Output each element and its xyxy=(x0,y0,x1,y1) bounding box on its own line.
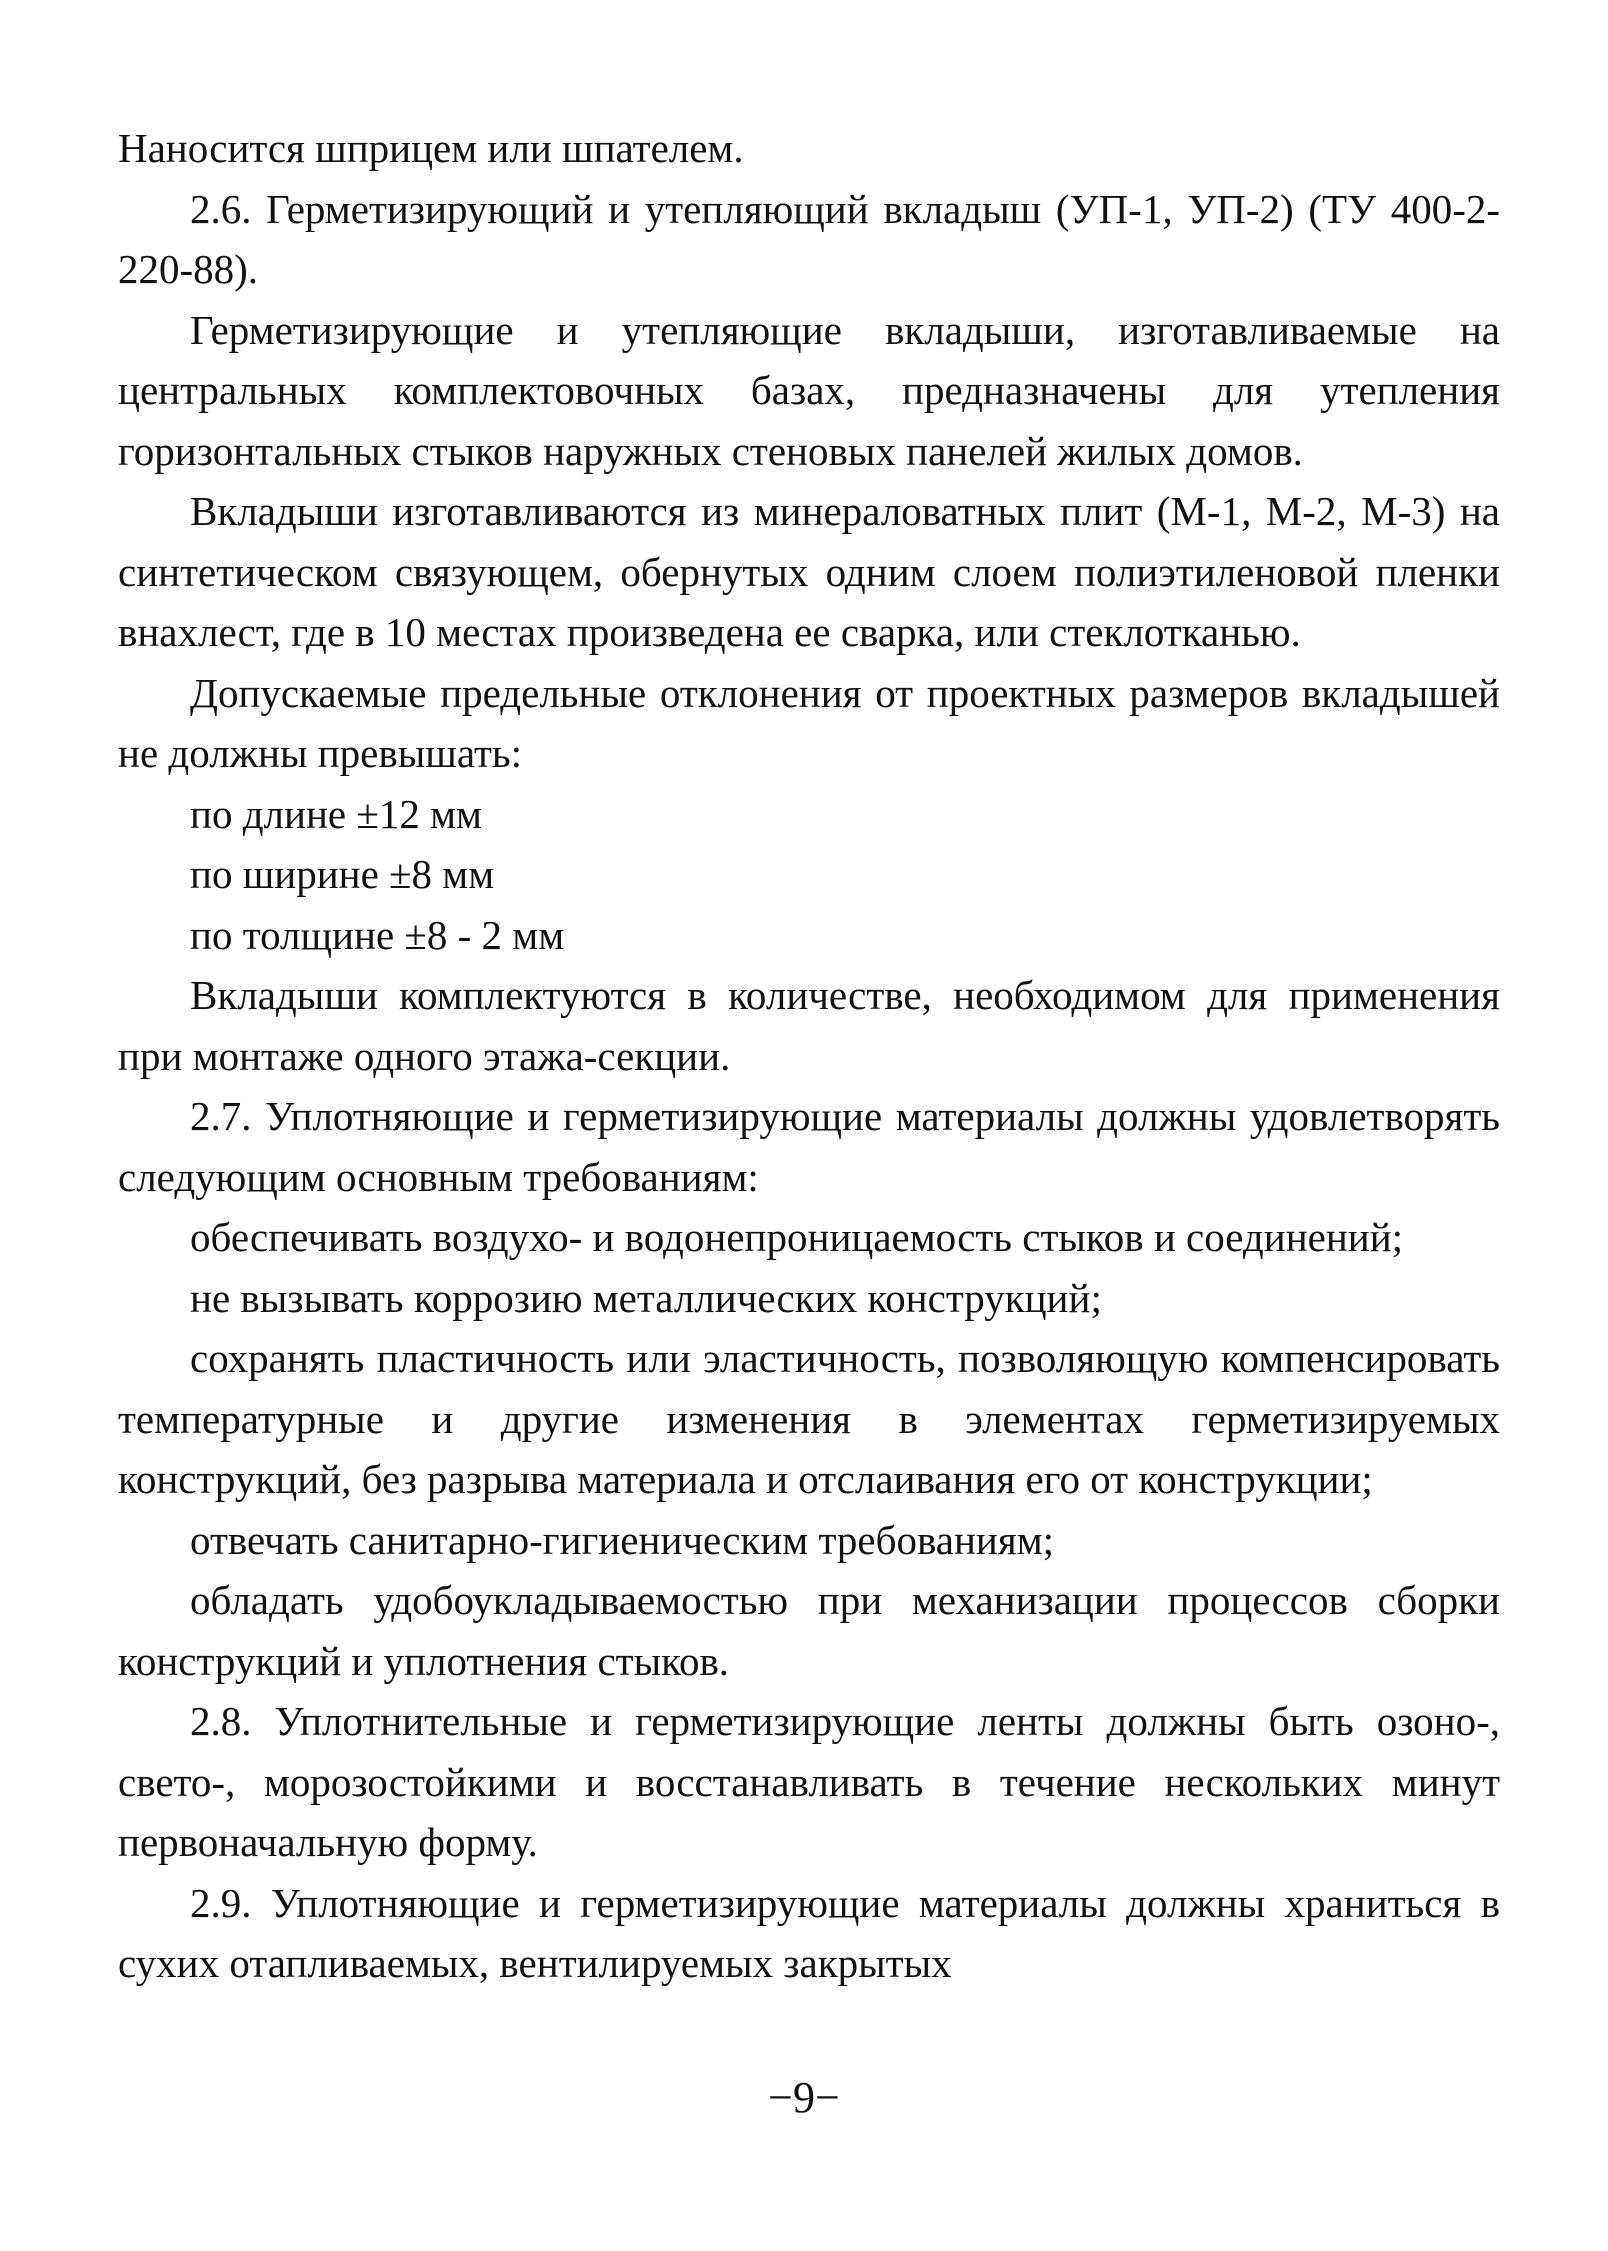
paragraph-inserts-purpose: Герметизирующие и утепляющие вкладыши, изготавливаемые на центральных комплектовочных базах, предназначены для утепления горизонтальных стыков наружных стеновых панелей жилых домов. xyxy=(118,306,1500,474)
requirement-no-corrosion: не вызывать коррозию металлических конструкций; xyxy=(190,1274,1102,1321)
paragraph-application-method: Наносится шприцем или шпателем. xyxy=(118,125,744,171)
section-2-7-heading: 2.7. Уплотняющие и герметизирующие материалы должны удовлетворять следующим основным требованиям: xyxy=(118,1093,1500,1200)
requirement-sanitary: отвечать санитарно-гигиеническим требованиям; xyxy=(190,1516,1055,1563)
requirement-plasticity: сохранять пластичность или эластичность, позволяющую компенсировать температурные и другие изменения в элементах герметизируемых конструкций, без разрыва материала и отслаивания его от конструкции; xyxy=(118,1335,1500,1502)
tolerance-thickness: по толщине ±8 - 2 мм xyxy=(190,911,565,958)
section-2-9: 2.9. Уплотняющие и герметизирующие материалы должны храниться в сухих отапливаемых, вентилируемых закрытых xyxy=(118,1879,1500,1986)
section-2-8: 2.8. Уплотнительные и герметизирующие ленты должны быть озоно-, свето-, морозостойкими и восстанавливать в течение нескольких минут первоначальную форму. xyxy=(118,1698,1500,1865)
paragraph-inserts-kit: Вкладыши комплектуются в количестве, необходимом для применения при монтаже одного этажа-секции. xyxy=(118,972,1500,1079)
tolerance-width: по ширине ±8 мм xyxy=(190,851,495,897)
paragraph-tolerances-intro: Допускаемые предельные отклонения от проектных размеров вкладышей не должны превышать: xyxy=(118,669,1500,776)
section-2-6-heading: 2.6. Герметизирующий и утепляющий вкладыш (УП-1, УП-2) (ТУ 400-2-220-88). xyxy=(118,185,1500,292)
tolerance-length: по длине ±12 мм xyxy=(190,790,482,837)
page-number: −9− xyxy=(768,2073,840,2122)
requirement-airtightness: обеспечивать воздухо- и водонепроницаемость стыков и соединений; xyxy=(190,1214,1404,1260)
requirement-workability: обладать удобоукладываемостью при механизации процессов сборки конструкций и уплотнения стыков. xyxy=(118,1577,1500,1684)
paragraph-inserts-material: Вкладыши изготавливаются из минераловатных плит (М-1, М-2, М-3) на синтетическом связующем, обернутых одним слоем полиэтиленовой пленки внахлест, где в 10 местах произведена ее сварка, или стеклотканью. xyxy=(118,488,1500,655)
document-body xyxy=(118,118,1500,1994)
